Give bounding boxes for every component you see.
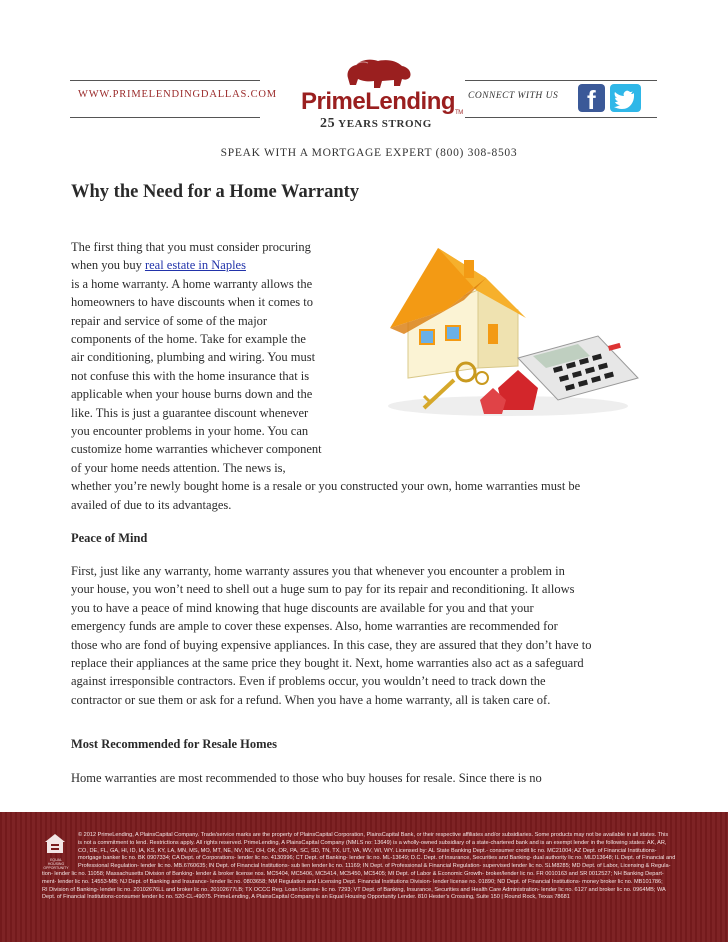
buffalo-icon: [342, 58, 416, 92]
brand-text: PrimeLending: [301, 88, 456, 115]
intro-when-text: when you buy: [71, 258, 145, 273]
header-rule-left-top: [70, 80, 260, 81]
legal-line: Dept. of Financial Institutions-consumer lender lic no. 520-CL-49075. PrimeLending, A PlainsCapital Company is an Equal Housing Opportunity Lender. 810 Hester’s Crossing, Suite 150 | Round Rock, Texas 78681: [42, 894, 570, 901]
paragraph-line: Home warranties are most recommended to those who buy houses for resale. Since there is no: [71, 771, 542, 785]
twitter-icon[interactable]: [610, 84, 641, 112]
intro-line: of your home needs attention. The news is,: [71, 460, 286, 475]
paragraph-line: replace their appliances at the same price they bought it. Next, home warranties also act as a safeguard: [71, 656, 584, 671]
section-heading-peace-of-mind: Peace of Mind: [71, 531, 148, 545]
legal-text: [0, 832, 728, 902]
primelending-logo[interactable]: [298, 58, 468, 132]
peace-of-mind-paragraph: [71, 562, 591, 709]
paragraph-line: your house, you won’t need to shell out a huge sum to pay for its repair and reconditioning. It allows: [71, 582, 575, 597]
facebook-icon[interactable]: f: [578, 84, 605, 112]
speak-with-expert: SPEAK WITH A MORTGAGE EXPERT (800) 308-8503: [220, 147, 518, 159]
section-heading-resale-homes: Most Recommended for Resale Homes: [71, 737, 277, 751]
website-link[interactable]: WWW.PRIMELENDINGDALLAS.COM: [78, 89, 277, 100]
legal-line: Professional Regulation- lender lic no. MB.6760635; IN Dept. of Financial Institutions- sub lien lender lic no. 11169; IN Dept. of Professional & Financial Regulation- supervised lender lic no. SLM8285; MD Dept. of Labor, Licensing & Regula-: [78, 863, 671, 870]
intro-line: The first thing that you must consider procuring: [71, 240, 311, 254]
paragraph-line: contractor or sue them or ask for a refund. When you have a home warranty, all is taken care of.: [71, 692, 551, 707]
intro-line: homeowners to have discounts when it comes to: [71, 295, 313, 310]
intro-line: you encounter problems in your home. You can: [71, 424, 309, 439]
legal-line: mortgage banker lic no. BK 0907334; CA Dept. of Corporations- lender lic no. 4130996; CT Dept. of Banking- lender lic no. ML-13649; D.C. Dept. of Insurance, Securities and Banking- dual authority lic no. MLD13648; IL Dept. of Financial and: [78, 855, 676, 862]
article-title: Why the Need for a Home Warranty: [71, 182, 360, 202]
paragraph-line: you to have a peace of mind knowing that huge discounts are available for you and that your: [71, 600, 534, 615]
paragraph-line: against irresponsible contractors. Even if problems occur, you wouldn’t need to track down the: [71, 674, 546, 689]
intro-line: not confuse this with the home insurance that is: [71, 368, 310, 383]
legal-line: ment- lender lic no. 14553-MB; NJ Dept. of Banking and Insurance- lender lic no. 0803658; NM Regulation and Licensing Dept. Financial Institutions Division- lender license no. 01890; ND Dept. of Financial Institutions- money broker lic no. MB101786;: [42, 878, 663, 885]
legal-line: RI Division of Banking- lender lic no. 20102676LL and broker lic no. 20102677LB; TX OCCC Reg. Loan License- lic no. 7293; VT Dept. of Banking, Insurance, Securities and Health Care Administration- lender lic no. 6127 and broker lic no. 0964MB; WA: [42, 886, 666, 893]
intro-line: availed of due to its advantages.: [71, 497, 232, 512]
legal-line: CO, DE, FL, GA, HI, ID, IA, KS, KY, LA, MN, MS, MO, MT, NE, NV, NC, OH, OK, OR, PA, SC, SD, TN, TX, UT, VA, WV, WI, WY. Licensed by: AL State Banking Dept.- consumer credit lic no. MC21004; AZ Dept. of Financial Institutions-: [78, 847, 657, 854]
paragraph-line: First, just like any warranty, home warranty assures you that whenever you encounter a problem in: [71, 564, 565, 578]
intro-line: repair and service of some of the major: [71, 313, 268, 328]
legal-line: © 2012 PrimeLending, A PlainsCapital Company. Trade/service marks are the property of PlainsCapital Corporation, PlainsCapital Bank, or their respective affiliates and/or subsidiaries. Some products may not be available in all states. This: [78, 832, 669, 838]
connect-label: CONNECT WITH US: [468, 91, 559, 101]
real-estate-naples-link[interactable]: real estate in Naples: [144, 258, 246, 273]
header-rule-right-top: [465, 80, 657, 81]
paragraph-line: those who are fond of buying expensive appliances. In this case, they are assured that they don’t have to: [71, 637, 592, 652]
years-text: YEARS STRONG: [338, 118, 432, 130]
brand-name: [301, 88, 463, 116]
intro-line: like. This is just a guarantee discount whenever: [71, 405, 309, 420]
intro-line: applicable when your house burns down and the: [71, 387, 313, 402]
intro-line: whether you’re newly bought home is a resale or you constructed your own, home warranties must be: [71, 479, 581, 494]
intro-line: customize home warranties whichever component: [71, 442, 322, 457]
years-number: 25: [320, 116, 336, 131]
header-rule-right-bottom: [465, 117, 657, 118]
legal-footer: [0, 812, 728, 942]
resale-homes-paragraph: [71, 769, 542, 787]
paragraph-line: emergency funds are ample to cover these expenses. Also, home warranties are recommended for: [71, 619, 558, 634]
legal-line: tion- lender lic no. 11058; Massachusetts Division of Banking- lender & broker license nos. MC5404, MC5406, MC5414, MC5450, MC5405; MI Dept. of Labor & Economic Growth- broker/lender lic no. FR 0010163 and SR 0012527; NH Banking Depart-: [42, 870, 664, 877]
intro-line: components of the home. Take for example the: [71, 332, 306, 347]
years-strong: [320, 116, 432, 132]
intro-line: air conditioning, plumbing and wiring. You must: [71, 350, 316, 365]
intro-line: is a home warranty. A home warranty allows the: [71, 276, 313, 291]
legal-line: is not a commitment to lend. Restrictions apply. All rights reserved. PrimeLending, A PlainsCapital Company (NMLS no: 13649) is a wholly-owned subsidiary of a state-chartered bank and is an exempt lender in the following states: AK, AR,: [78, 839, 667, 846]
header-rule-left-bottom: [70, 117, 260, 118]
trademark: TM: [455, 110, 463, 116]
house-calculator-keys-illustration: [368, 238, 658, 428]
equal-housing-label: EQUAL HOUSING OPPORTUNITY: [43, 858, 69, 870]
